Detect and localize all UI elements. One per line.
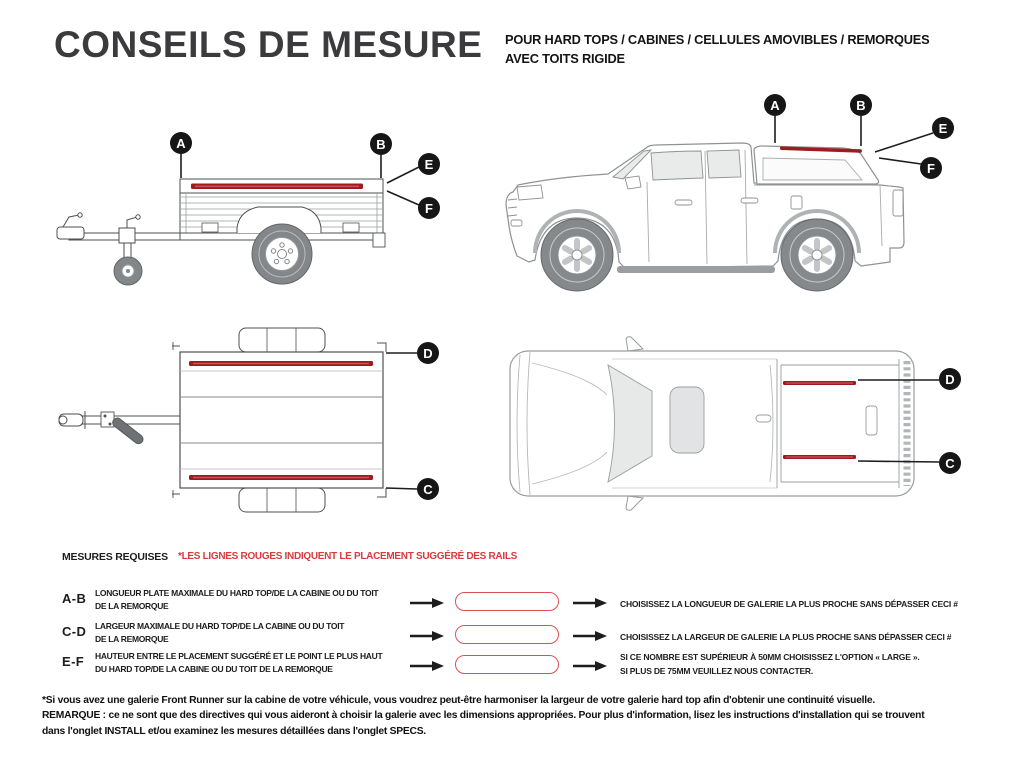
row-instruction [620,598,958,612]
trailer-top-view-diagram [55,325,445,525]
left-mirror [626,337,643,351]
arrow-right-icon [573,598,607,608]
footnote [42,693,924,739]
truck-side-view-diagram [495,90,1015,305]
label-c-marker: C [939,452,961,474]
label-f-marker: F [920,157,942,179]
label-b-marker: B [370,133,392,155]
instruction-line: SI CE NOMBRE EST SUPÉRIEUR À 50MM CHOISISSEZ L'OPTION « LARGE ». [620,652,920,662]
row-label: E-F [62,654,85,669]
label-f-marker: F [418,197,440,219]
arrow-right-icon [573,631,607,641]
label-c-marker: C [417,478,439,500]
measurement-blank-field [455,592,559,611]
page-title: CONSEILS DE MESURE [54,24,483,65]
instruction-line: CHOISISSEZ LA LARGEUR DE GALERIE LA PLUS PROCHE SANS DÉPASSER CECI # [620,632,952,642]
trailer-box-top [180,352,383,488]
measurement-blank-field [455,655,559,674]
measure-row-cd [55,620,1015,652]
row-label: A-B [62,591,87,606]
measure-row-ef [55,650,1015,682]
sunroof [670,387,704,453]
top-wheel [239,328,325,352]
leader-lines [386,353,417,489]
red-lines-note: *LES LIGNES ROUGES INDIQUENT LE PLACEMENT SUGGÉRÉ DES RAILS [178,551,518,562]
trailer-wheel [252,224,312,284]
measure-row-ab [55,587,1015,619]
label-e-marker: E [418,153,440,175]
label-b-marker: B [850,94,872,116]
trailer-side-illustration [55,100,445,305]
footnote-line: *Si vous avez une galerie Front Runner sur la cabine de votre véhicule, vous voudrez peut-être harmoniser la largeur de votre galerie hard top afin d'obtenir une continuité visuelle. [42,695,875,706]
description-line: HAUTEUR ENTRE LE PLACEMENT SUGGÉRÉ ET LE POINT LE PLUS HAUT [95,651,383,661]
arrow-right-icon [410,661,444,671]
label-e-marker: E [932,117,954,139]
description-line: DE LA REMORQUE [95,601,169,611]
arrow-right-icon [410,631,444,641]
running-board [617,266,775,273]
label-d-marker: D [939,368,961,390]
truck-top-illustration [500,335,1010,525]
row-description [95,587,378,613]
row-description [95,650,382,676]
description-line: DE LA REMORQUE [95,634,169,644]
measurement-blank-field [455,625,559,644]
description-line: LARGEUR MAXIMALE DU HARD TOP/DE LA CABINE OU DU TOIT [95,621,345,631]
right-mirror [626,496,643,510]
arrow-right-icon [410,598,444,608]
description-line: DU HARD TOP/DE LA CABINE OU DU TOIT DE LA REMORQUE [95,664,333,674]
front-wheel [541,219,613,291]
label-a-marker: A [764,94,786,116]
description-line: LONGUEUR PLATE MAXIMALE DU HARD TOP/DE LA CABINE OU DU TOIT [95,588,379,598]
measures-heading: MESURES REQUISES [62,551,168,563]
page-subtitle [505,30,929,68]
bottom-wheel [239,488,325,512]
subtitle-line-2: AVEC TOITS RIGIDE [505,51,625,66]
row-instruction [620,631,951,645]
row-instruction [620,651,920,678]
truck-body-top [510,351,914,496]
rear-wheel [781,219,853,291]
row-label: C-D [62,624,87,639]
instruction-line: CHOISISSEZ LA LONGUEUR DE GALERIE LA PLUS PROCHE SANS DÉPASSER CECI # [620,599,958,609]
label-a-marker: A [170,132,192,154]
footnote-line: dans l'onglet INSTALL et/ou examinez les mesures détaillées dans l'onglet SPECS. [42,725,426,737]
subtitle-line-1: POUR HARD TOPS / CABINES / CELLULES AMOVIBLES / REMORQUES [505,32,930,47]
footnote-line: REMARQUE : ce ne sont que des directives qui vous aideront à choisir la galerie avec les dimensions appropriées. Pour plus d'information, lisez les instructions d'installation qui se trouvent [42,710,925,722]
truck-top-view-diagram [500,335,1010,525]
label-d-marker: D [417,342,439,364]
row-description [95,620,344,646]
trailer-side-view-diagram [55,100,445,305]
arrow-right-icon [573,661,607,671]
trailer-top-illustration [55,325,445,525]
instruction-line: SI PLUS DE 75MM VEUILLEZ NOUS CONTACTER. [620,665,814,676]
